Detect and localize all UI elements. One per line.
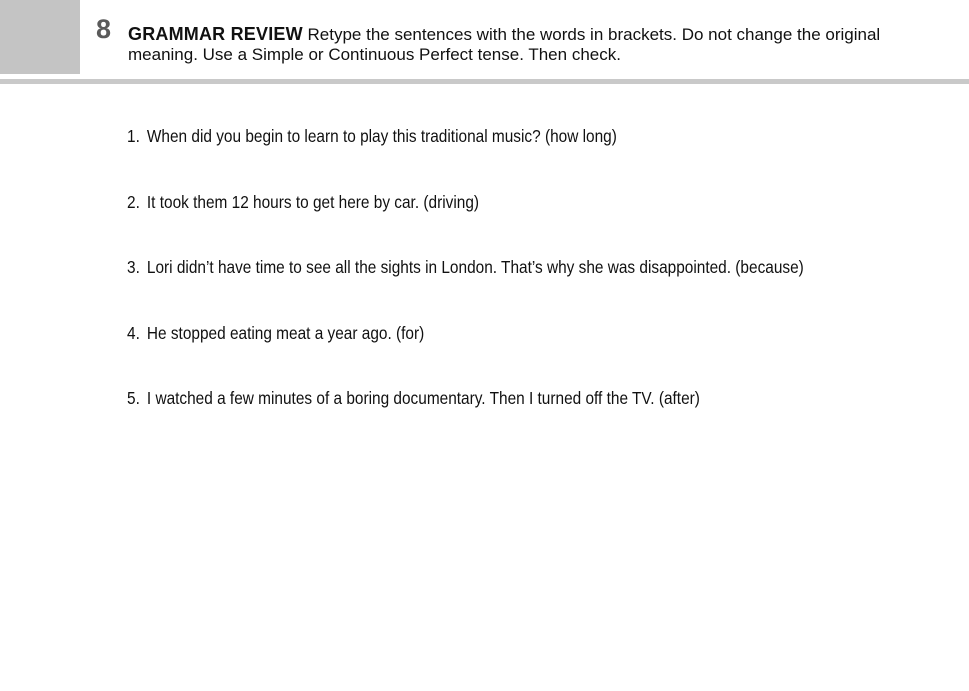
exercise-instructions [128, 24, 928, 65]
header-gray-block [0, 0, 80, 74]
exercise-item-4 [127, 321, 804, 387]
header-divider [0, 79, 969, 84]
item-text: I watched a few minutes of a boring documentary. Then I turned off the TV. (after) [146, 388, 700, 408]
item-text: He stopped eating meat a year ago. (for) [146, 322, 425, 343]
item-text: It took them 12 hours to get here by car. (driving) [146, 191, 480, 212]
exercise-heading: GRAMMAR REVIEW [128, 24, 303, 44]
exercise-item-5 [127, 386, 804, 452]
exercise-item-2 [127, 190, 804, 256]
exercise-item-3 [127, 255, 804, 321]
exercise-instruction-text: Retype the sentences with the words in brackets. Do not change the original meaning. Use a Simple or Continuous Perfect tense. Then check. [128, 25, 881, 64]
exercise-item-1 [127, 124, 804, 190]
item-number: 2. [127, 191, 140, 212]
item-number: 3. [127, 257, 140, 277]
item-number: 5. [127, 388, 140, 408]
item-text: Lori didn’t have time to see all the sights in London. That’s why she was disappointed. (because) [146, 257, 804, 277]
exercise-number: 8 [96, 14, 112, 44]
exercise-header [0, 0, 969, 79]
item-text: When did you begin to learn to play this traditional music? (how long) [146, 126, 617, 146]
item-number: 4. [127, 322, 140, 343]
exercise-items [127, 124, 896, 452]
item-number: 1. [127, 126, 140, 146]
